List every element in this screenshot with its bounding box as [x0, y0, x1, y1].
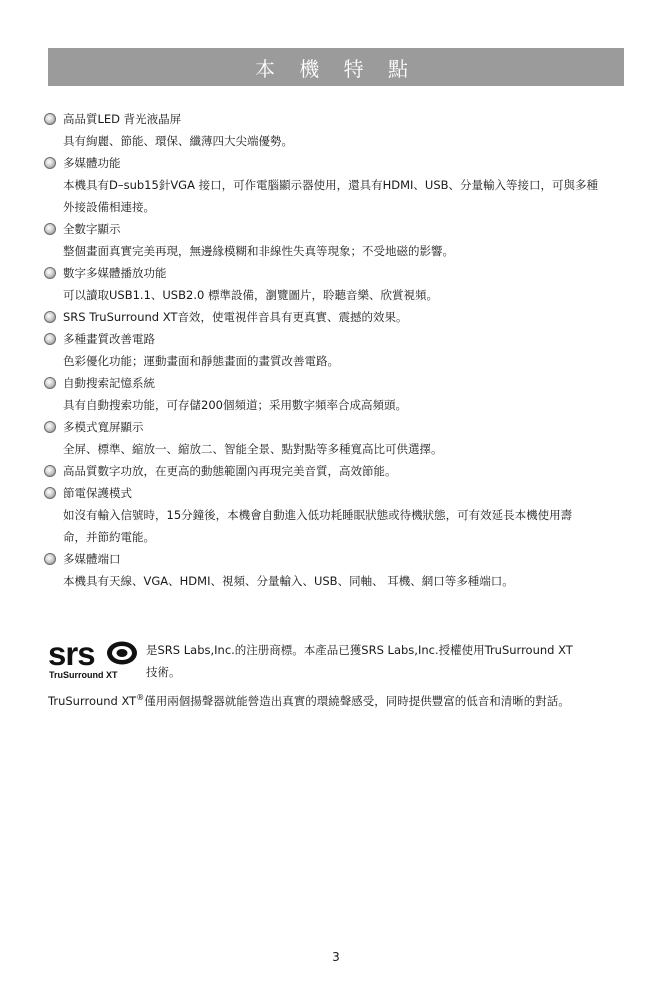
- feature-item: [44, 548, 634, 592]
- bullet-icon: [44, 487, 56, 499]
- feature-description: 具有自動搜索功能，可存儲200個頻道；采用數字頻率合成高頻頭。: [63, 398, 407, 412]
- feature-item: [44, 306, 634, 328]
- srs-logo-subtext: TruSurround XT: [49, 670, 118, 680]
- srs-trademark-line: 技術。: [146, 665, 181, 679]
- bullet-icon: [44, 553, 56, 565]
- feature-title: 多模式寬屏顯示: [63, 420, 144, 434]
- srs-trademark-line: 是SRS Labs,Inc.的注册商標。本產品已獲SRS Labs,Inc.授權使用TruSurround XT: [146, 643, 573, 657]
- page-title-bar: [48, 48, 624, 86]
- bullet-icon: [44, 113, 56, 125]
- feature-title-row: [44, 482, 634, 504]
- feature-item: [44, 460, 634, 482]
- feature-title: 數字多媒體播放功能: [63, 266, 167, 280]
- feature-title-row: [44, 218, 634, 240]
- feature-title: 多媒體功能: [63, 156, 121, 170]
- feature-item: [44, 152, 634, 218]
- feature-title: 多種畫質改善電路: [63, 332, 155, 346]
- srs-trademark-text: [146, 639, 573, 683]
- feature-title-row: [44, 306, 634, 328]
- srs-logo: [48, 638, 140, 680]
- feature-description: 全屏、標準、縮放一、縮放二、智能全景、點對點等多種寬高比可供選擇。: [63, 442, 443, 456]
- feature-item: [44, 328, 634, 372]
- srs-trademark-block: [48, 638, 628, 712]
- feature-title: SRS TruSurround XT音效，使電視伴音具有更真實、震撼的效果。: [63, 310, 408, 324]
- feature-item: [44, 372, 634, 416]
- feature-item: [44, 108, 634, 152]
- registered-mark: ®: [136, 693, 145, 702]
- bullet-icon: [44, 377, 56, 389]
- feature-description: 命，并節約電能。: [63, 530, 155, 544]
- feature-title-row: [44, 460, 634, 482]
- bullet-icon: [44, 311, 56, 323]
- feature-title: 節電保護模式: [63, 486, 132, 500]
- feature-item: [44, 482, 634, 548]
- feature-description: 色彩優化功能；運動畫面和靜態畫面的畫質改善電路。: [63, 354, 339, 368]
- feature-description: 本機具有天線、VGA、HDMI、視頻、分量輸入、USB、同軸、 耳機、網口等多種端口。: [63, 574, 514, 588]
- feature-description: 具有絢麗、節能、環保、纖薄四大尖端優勢。: [63, 134, 293, 148]
- bullet-icon: [44, 333, 56, 345]
- feature-title-row: [44, 548, 634, 570]
- bullet-icon: [44, 465, 56, 477]
- page-number: 3: [332, 950, 340, 964]
- feature-description: 可以讀取USB1.1、USB2.0 標準設備，瀏覽圖片，聆聽音樂、欣賞視頻。: [63, 288, 438, 302]
- srs-product-name: TruSurround XT: [48, 693, 137, 708]
- feature-title-row: [44, 152, 634, 174]
- bullet-icon: [44, 267, 56, 279]
- feature-title: 高品質數字功放，在更高的動態範圍內再現完美音質，高效節能。: [63, 464, 397, 478]
- page-title: 本 機 特 點: [254, 56, 418, 81]
- feature-description: 本機具有D–sub15針VGA 接口，可作電腦顯示器使用，還具有HDMI、USB、分量輸入等接口，可與多種: [63, 178, 599, 192]
- feature-title-row: [44, 262, 634, 284]
- feature-title-row: [44, 416, 634, 438]
- feature-description: 整個畫面真實完美再現，無邊緣模糊和非線性失真等現象；不受地磁的影響。: [63, 244, 454, 258]
- feature-title-row: [44, 328, 634, 350]
- feature-title: 高品質LED 背光液晶屏: [63, 112, 182, 126]
- feature-description: 如沒有輸入信號時，15分鐘後，本機會自動進入低功耗睡眠狀態或待機狀態，可有效延長本機使用壽: [63, 508, 573, 522]
- feature-title: 多媒體端口: [63, 552, 121, 566]
- srs-description: [48, 687, 628, 712]
- feature-title: 自動搜索記憶系統: [63, 376, 155, 390]
- feature-item: [44, 218, 634, 262]
- srs-logo-emblem-icon: [107, 642, 137, 665]
- feature-title-row: [44, 108, 634, 130]
- bullet-icon: [44, 421, 56, 433]
- feature-title: 全數字顯示: [63, 222, 121, 236]
- feature-item: [44, 416, 634, 460]
- bullet-icon: [44, 157, 56, 169]
- srs-logo-text: srs: [48, 638, 95, 672]
- feature-title-row: [44, 372, 634, 394]
- feature-item: [44, 262, 634, 306]
- feature-list: [44, 108, 634, 592]
- bullet-icon: [44, 223, 56, 235]
- srs-description-text: 僅用兩個揚聲器就能營造出真實的環繞聲感受，同時提供豐富的低音和清晰的對話。: [144, 693, 570, 708]
- feature-description: 外接設備相連接。: [63, 200, 155, 214]
